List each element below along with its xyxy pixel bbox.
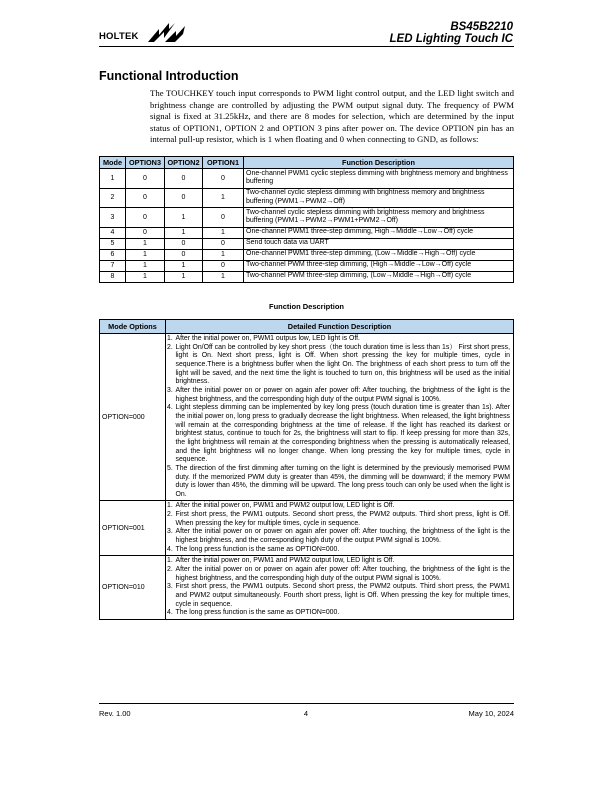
mode-cell: 0 [126,227,165,238]
mode-cell: 1 [203,271,244,282]
mode-cell: 1 [165,260,203,271]
option-item-list [167,502,510,554]
item-text: First short press, the PWM1 outputs. Second short press, the PWM2 outputs. Third short press, light is Off. When pressing the key for multiple times, cycle in sequence. [175,511,510,527]
item-text: Light stepless dimming can be implemented by key long press (touch duration time is greater than 1s). After the initial power on, long press to gradually decrease the light brightness. When released, the light brightness will remain at the corresponding brightness at the time of release. If the light has reached its darkest or brightest status, continue to touch for 2s, the brightness will start to flip. If keep pressing for more than 32s, the light brightness will remain at the corresponding brightness when the pressing is automatically released, and the light brightness will no longer change. When long pressing the key for multiple times, cycle in sequence. [175,404,510,464]
mode-cell: 0 [203,208,244,228]
mode-cell: 0 [203,238,244,249]
option-item [167,583,510,609]
header-divider [99,46,514,47]
item-number: 1. [167,502,173,510]
option-item [167,335,510,344]
option-table-header: Mode Options [100,320,166,334]
option-item [167,404,510,465]
option-item [167,557,510,566]
option-item [167,344,510,387]
mode-table [99,156,514,283]
item-text: After the initial power on or power on again afer power off: After touching, the brightness of the light is the highest brightness, and the corresponding high duty of the output PWM signal is 100%. [175,566,510,582]
mode-cell: 1 [126,249,165,260]
mode-cell: 8 [100,271,126,282]
mode-cell: 7 [100,260,126,271]
page-number: 4 [303,709,309,718]
mode-cell: 0 [203,169,244,189]
mode-cell: 4 [100,227,126,238]
option-item [167,502,510,511]
mode-function-description: One-channel PWM1 three-step dimming, (Low→Middle→High→Off) cycle [244,249,514,260]
item-text: The long press function is the same as OPTION=000. [175,609,340,617]
mode-function-description: Two-channel cyclic stepless dimming with brightness memory and brightness buffering (PWM1→PWM2→PWM1+PWM2→Off) [244,208,514,228]
mode-cell: 3 [100,208,126,228]
item-text: After the initial power on or power on again afer power off: After touching, the brightness of the light is the highest brightness, and the corresponding high duty of the output PWM signal is 100%. [175,386,510,403]
mode-cell: 1 [203,188,244,208]
option-row [100,501,514,556]
item-text: The direction of the first dimming after turning on the light is determined by the previously memorised PWM duty. If the memorized PWM duty is greater than 45%, the dimming will be downward; if the memory PWM duty is lower than 45%, the dimming will be upward. The long press touch can only be used when the light is On. [175,464,510,498]
document-subtitle: LED Lighting Touch IC [389,33,513,45]
mode-function-description: Send touch data via UART [244,238,514,249]
option-name: OPTION=000 [100,334,166,501]
mode-cell: 5 [100,238,126,249]
option-description [166,501,514,556]
mode-table-header: OPTION1 [203,157,244,169]
option-table-header: Detailed Function Description [166,320,514,334]
mode-function-description: Two-channel PWM three-step dimming, (Low→Middle→High→Off) cycle [244,271,514,282]
section-title: Functional Introduction [99,69,239,83]
item-text: After the initial power on, PWM1 outpus low, LED light is Off. [175,335,360,342]
mode-function-description: One-channel PWM1 cyclic stepless dimming with brightness memory and brightness buffering [244,169,514,189]
option-item [167,566,510,583]
option-item [167,511,510,528]
mode-row [100,188,514,208]
mode-table-header: Mode [100,157,126,169]
mode-table-header: OPTION2 [165,157,203,169]
mode-cell: 1 [165,271,203,282]
mode-cell: 1 [126,271,165,282]
item-text: After the initial power on, PWM1 and PWM2 output low, LED light is Off. [175,557,395,565]
mode-row [100,260,514,271]
item-text: First short press, the PWM1 outputs. Second short press, the PWM2 outputs. Third short press, the PWM1 and PWM2 output simultaneously. Fourth short press, light is Off. When pressing the key for multiple times, cycle in sequence. [175,583,510,608]
option-detail-table [99,319,514,620]
item-number: 3. [167,386,173,394]
option-item-list [167,557,510,618]
option-item [167,528,510,545]
mode-cell: 0 [165,169,203,189]
mode-cell: 1 [203,227,244,238]
item-number: 4. [167,404,173,412]
mode-cell: 1 [126,238,165,249]
mode-cell: 0 [203,260,244,271]
mode-cell: 1 [203,249,244,260]
mode-function-description: Two-channel cyclic stepless dimming with brightness memory and brightness buffering (PWM1→PWM2→Off) [244,188,514,208]
table-caption: Function Description [269,302,344,311]
mode-cell: 2 [100,188,126,208]
mode-row [100,208,514,228]
holtek-logo [99,20,189,44]
footer-divider [99,703,514,704]
mode-row [100,169,514,189]
option-item-list [167,335,510,499]
option-item [167,546,510,555]
option-name: OPTION=010 [100,556,166,620]
mode-cell: 0 [165,238,203,249]
publish-date: May 10, 2024 [468,709,514,718]
mode-cell: 1 [165,208,203,228]
svg-text:HOLTEK: HOLTEK [99,31,139,42]
revision: Rev. 1.00 [99,709,131,718]
mode-cell: 0 [165,249,203,260]
mode-table-header: Function Description [244,157,514,169]
item-number: 1. [167,557,173,565]
item-text: Light On/Off can be controlled by key short press（the touch duration time is less than 1s） First short press, light is On. Next short press, light is Off. When short pressing the key for multiple times, cycle in sequence.There is a brightness buffer when the light On. The brightness of each short press to turn off the light will be saved, and the next time the light is touched to turn on, this brightness will be used as the initial brightness. [175,343,510,386]
mode-cell: 6 [100,249,126,260]
mode-table-header-row [100,157,514,169]
option-row [100,556,514,620]
mode-cell: 1 [126,260,165,271]
item-number: 3. [167,528,173,536]
mode-cell: 0 [165,188,203,208]
item-number: 1. [167,335,173,342]
mode-table-header: OPTION3 [126,157,165,169]
mode-row [100,238,514,249]
mode-cell: 1 [165,227,203,238]
part-number: BS45B2210 [450,21,513,33]
option-name: OPTION=001 [100,501,166,556]
mode-cell: 0 [126,208,165,228]
mode-cell: 1 [100,169,126,189]
item-number: 5. [167,464,173,472]
item-text: After the initial power on or power on again afer power off: After touching, the brightness of the light is the highest brightness, and the corresponding high duty of the output PWM signal is 100%. [175,528,510,545]
mode-cell: 0 [126,188,165,208]
mode-cell: 0 [126,169,165,189]
item-number: 2. [167,511,173,519]
item-number: 4. [167,545,173,553]
item-number: 2. [167,566,173,574]
option-item [167,387,510,404]
item-number: 3. [167,583,173,591]
intro-paragraph: The TOUCHKEY touch input corresponds to PWM light control output, and the LED light switch and brightness change are controlled by adjusting the PWM output signal duty. The frequency of PWM signal is fixed at 31.25kHz, and there are 8 modes for selection, which are determined by the input status of OPTION1, OPTION 2 and OPTION 3 pins after power on. The device OPTION pin has an internal pull-up resistor, which is 1 when floating and 0 when connecting to GND, as follows: [150,88,514,144]
mode-row [100,227,514,238]
mode-row [100,271,514,282]
item-number: 2. [167,343,173,351]
document-header [390,21,514,45]
option-item [167,609,510,618]
option-item [167,465,510,500]
option-description [166,556,514,620]
option-description [166,334,514,501]
mode-function-description: One-channel PWM1 three-step dimming, High→Middle→Low→Off) cycle [244,227,514,238]
mode-function-description: Two-channel PWM three-step dimming, (High→Middle→Low→Off) cycle [244,260,514,271]
item-text: After the initial power on, PWM1 and PWM2 output low, LED light is Off. [175,502,395,510]
option-row [100,334,514,501]
option-table-header-row [100,320,514,334]
mode-row [100,249,514,260]
item-text: The long press function is the same as OPTION=000. [175,545,340,553]
item-number: 4. [167,609,173,617]
